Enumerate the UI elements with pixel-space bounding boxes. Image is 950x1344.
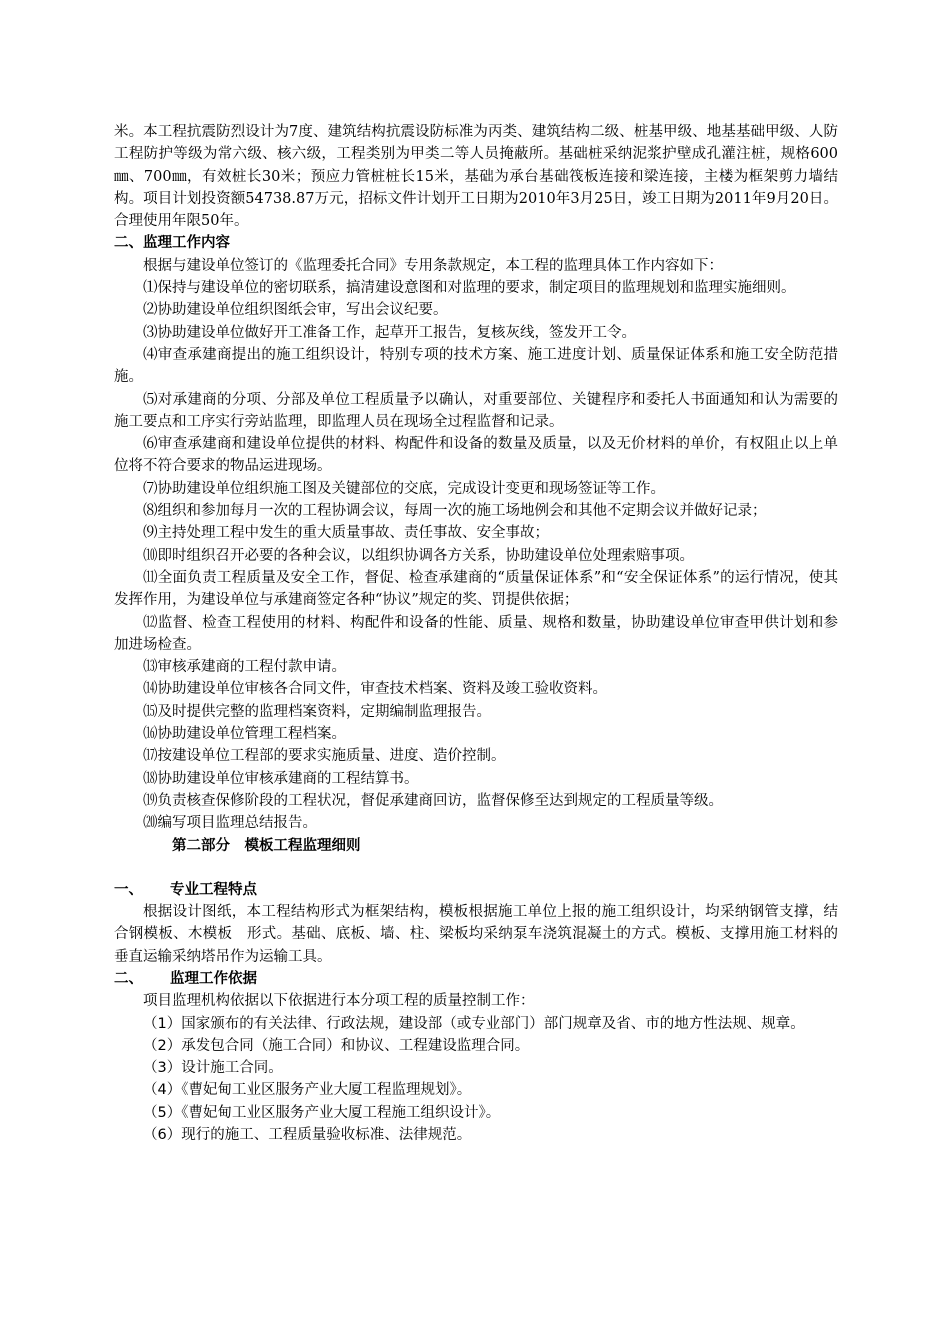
intro-paragraph: 米。本工程抗震防烈设计为7度、建筑结构抗震设防标准为丙类、建筑结构二级、桩基甲级、地基基础甲级、人防工程防护等级为常六级、核六级，工程类别为甲类二等人员掩蔽所。基础桩采纳泥浆护壁成孔灌注桩，规格600㎜、700㎜，有效桩长30米；预应力管桩桩长15米，基础为承台基础筏板连接和梁连接，主楼为框架剪力墙结构。项目计划投资额54738.87万元，招标文件计划开工日期为2010年3月25日，竣工日期为2011年9月20日。合理使用年限50年。 — [114, 124, 838, 230]
list-item: ⒂及时提供完整的监理档案资料，定期编制监理报告。 — [143, 703, 491, 720]
list-item: ⑾全面负责工程质量及安全工作，督促、检查承建商的“质量保证体系”和“安全保证体系”的运行情况，使其发挥作用，为建设单位与承建商签定各种“协议”规定的奖、罚提供依据； — [114, 569, 838, 609]
list-item: ⑴保持与建设单位的密切联系，搞清建设意图和对监理的要求，制定项目的监理规划和监理实施细则。 — [143, 280, 796, 297]
list-item: ⑹审查承建商和建设单位提供的材料、构配件和设备的数量及质量，以及无价材料的单价，有权阻止以上单位将不符合要求的物品运进现场。 — [114, 436, 838, 475]
basis-item: （6）现行的施工、工程质量验收标准、法律规范。 — [143, 1127, 472, 1144]
list-item: ⑻组织和参加每月一次的工程协调会议，每周一次的施工场地例会和其他不定期会议并做好记录； — [143, 503, 767, 520]
basis-item: （1）国家颁布的有关法律、行政法规，建设部（或专业部门）部门规章及省、市的地方性法规、规章。 — [143, 1015, 805, 1032]
list-item: ⑿监督、检查工程使用的材料、构配件和设备的性能、质量、规格和数量，协助建设单位审查甲供计划和参加进场检查。 — [114, 614, 838, 653]
basis-item: （2）承发包合同（施工合同）和协议、工程建设监理合同。 — [143, 1037, 530, 1054]
list-item: ⑷审查承建商提出的施工组织设计，特别专项的技术方案、施工进度计划、质量保证体系和施工安全防范措施。 — [114, 346, 838, 386]
list-item: ⑸对承建商的分项、分部及单位工程质量予以确认，对重要部位、关键程序和委托人书面通知和认为需要的施工要点和工序实行旁站监理，即监理人员在现场全过程监督和记录。 — [114, 391, 838, 430]
list-item: ⑵协助建设单位组织图纸会审，写出会议纪要。 — [143, 302, 448, 319]
basis-item: （5）《曹妃甸工业区服务产业大厦工程施工组织设计》。 — [143, 1104, 501, 1121]
features-paragraph: 根据设计图纸，本工程结构形式为框架结构，模板根据施工单位上报的施工组织设计，均采纳钢管支撑，结合钢模板、木模板 形式。基础、底板、墙、柱、梁板均采纳泵车浇筑混凝土的方式。模板、支撑用施工材料的垂直运输采纳塔吊作为运输工具。 — [114, 904, 838, 965]
heading-label: 监理工作依据 — [170, 970, 257, 987]
basis-lead-paragraph: 项目监理机构依据以下依据进行本分项工程的质量控制工作： — [143, 993, 535, 1010]
heading-supervision-basis — [114, 968, 838, 990]
part-title: 第二部分 模板工程监理细则 — [172, 837, 361, 854]
list-item: ⑽即时组织召开必要的各种会议，以组织协调各方关系，协助建设单位处理索赔事项。 — [143, 547, 694, 564]
list-item: ⒅协助建设单位审核承建商的工程结算书。 — [143, 770, 419, 787]
list-item: ⑺协助建设单位组织施工图及关键部位的交底，完成设计变更和现场签证等工作。 — [143, 480, 665, 497]
list-item: ⒇编写项目监理总结报告。 — [143, 815, 317, 832]
section-title-supervision-content: 二、监理工作内容 — [114, 235, 230, 252]
list-item: ⒆负责核查保修阶段的工程状况，督促承建商回访，监督保修至达到规定的工程质量等级。 — [143, 792, 723, 809]
list-item: ⒀审核承建商的工程付款申请。 — [143, 659, 346, 676]
list-item: ⑼主持处理工程中发生的重大质量事故、责任事故、安全事故； — [143, 525, 549, 542]
list-item: ⑶协助建设单位做好开工准备工作，起草开工报告，复核灰线，签发开工令。 — [143, 324, 636, 341]
list-item: ⒃协助建设单位管理工程档案。 — [143, 726, 346, 743]
heading-number: 一、 — [114, 881, 143, 898]
document-body — [114, 121, 838, 1146]
heading-number: 二、 — [114, 970, 143, 987]
basis-item: （3）设计施工合同。 — [143, 1060, 283, 1077]
section-lead-paragraph: 根据与建设单位签订的《监理委托合同》专用条款规定，本工程的监理具体工作内容如下： — [143, 257, 723, 274]
heading-label: 专业工程特点 — [170, 881, 257, 898]
heading-engineering-features — [114, 879, 838, 901]
basis-item: （4）《曹妃甸工业区服务产业大厦工程监理规划》。 — [143, 1082, 472, 1099]
list-item: ⒄按建设单位工程部的要求实施质量、进度、造价控制。 — [143, 748, 506, 765]
list-item: ⒁协助建设单位审核各合同文件，审查技术档案、资料及竣工验收资料。 — [143, 681, 607, 698]
